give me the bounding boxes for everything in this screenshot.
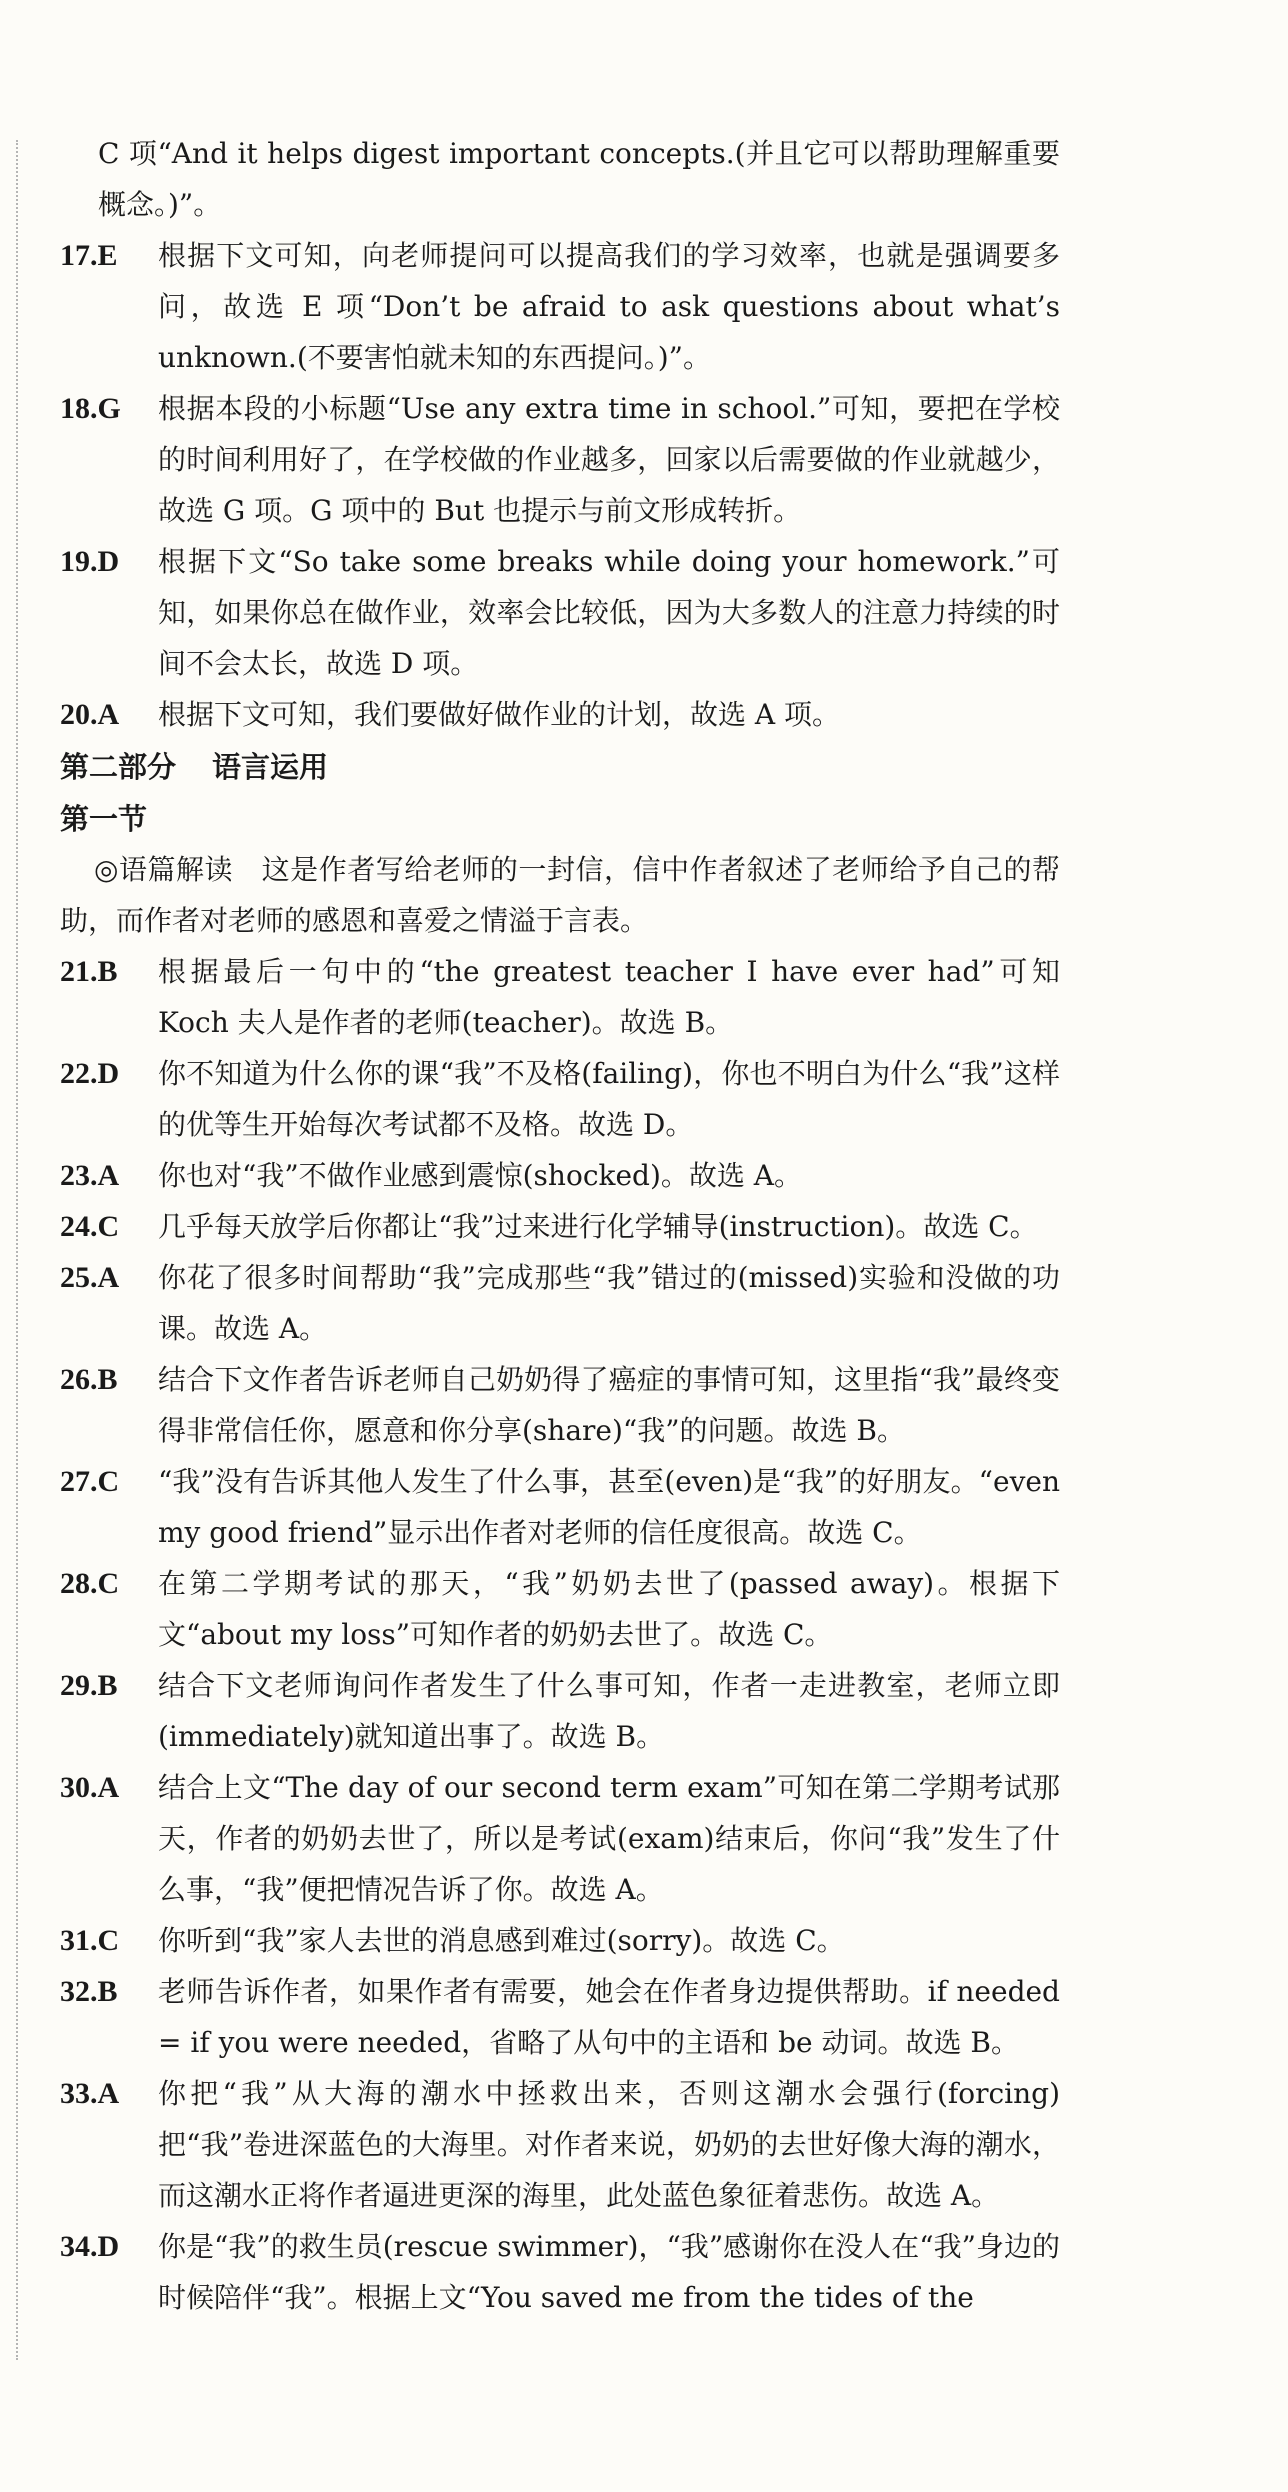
answer-number: 27.C [60,1465,120,1498]
answer-number: 33.A [60,2077,120,2110]
answer-explanation: 你也对“我”不做作业感到震惊(shocked)。故选 A。 [158,1159,803,1192]
answer-explanation: 你不知道为什么你的课“我”不及格(failing)，你也不明白为什么“我”这样的优等生开始每次考试都不及格。故选 D。 [158,1057,1060,1141]
answer-explanation: 结合下文作者告诉老师自己奶奶得了癌症的事情可知，这里指“我”最终变得非常信任你，愿意和你分享(share)“我”的问题。故选 B。 [158,1363,1060,1447]
answer-number: 25.A [60,1261,120,1294]
passage-intro: ◎语篇解读 这是作者写给老师的一封信，信中作者叙述了老师给予自己的帮助，而作者对老师的感恩和喜爱之情溢于言表。 [60,853,1060,937]
section-heading [60,742,1060,792]
answer-number: 31.C [60,1924,120,1957]
answer-explanation: 根据下文“So take some breaks while doing your homework.”可知，如果你总在做作业，效率会比较低，因为大多数人的注意力持续的时间不会太长，故选 D 项。 [158,545,1060,680]
answer-number: 22.D [60,1057,120,1090]
answer-explanation: “我”没有告诉其他人发生了什么事，甚至(even)是“我”的好朋友。“even my good friend”显示出作者对老师的信任度很高。故选 C。 [158,1465,1060,1549]
answer-number: 23.A [60,1159,120,1192]
answer-item [60,1456,1060,1558]
answer-number: 34.D [60,2230,120,2263]
section-part: 第二部分 [60,750,177,784]
answer-item [60,1354,1060,1456]
answer-explanation: 在第二学期考试的那天，“我”奶奶去世了(passed away)。根据下文“about my loss”可知作者的奶奶去世了。故选 C。 [158,1567,1060,1651]
answer-item [60,1660,1060,1762]
answers-part-two [60,946,1060,2323]
answer-explanation: 几乎每天放学后你都让“我”过来进行化学辅导(instruction)。故选 C。 [158,1210,1038,1243]
answer-number: 32.B [60,1975,118,2008]
answer-explanation: 结合下文老师询问作者发生了什么事可知，作者一走进教室，老师立即(immediately)就知道出事了。故选 B。 [158,1669,1060,1753]
answer-item [60,1966,1060,2068]
answer-explanation: 你把“我”从大海的潮水中拯救出来，否则这潮水会强行(forcing)把“我”卷进深蓝色的大海里。对作者来说，奶奶的去世好像大海的潮水，而这潮水正将作者逼进更深的海里，此处蓝色象征着悲伤。故选 A。 [158,2077,1060,2212]
section-subheading: 第一节 [60,802,148,836]
answer-item [60,2068,1060,2221]
answer-number: 29.B [60,1669,118,1702]
answer-content [60,128,1060,2323]
answer-explanation: 你花了很多时间帮助“我”完成那些“我”错过的(missed)实验和没做的功课。故选 A。 [158,1261,1060,1345]
answer-explanation: 你是“我”的救生员(rescue swimmer)，“我”感谢你在没人在“我”身边的时候陪伴“我”。根据上文“You saved me from the tides of the [158,2230,1060,2314]
answer-number: 24.C [60,1210,120,1243]
answer-explanation: 根据下文可知，向老师提问可以提高我们的学习效率，也就是强调要多问，故选 E 项“Don’t be afraid to ask questions about what’s unknown.(不要害怕就未知的东西提问。)”。 [158,239,1060,374]
answer-explanation: 老师告诉作者，如果作者有需要，她会在作者身边提供帮助。if needed = if you were needed，省略了从句中的主语和 be 动词。故选 B。 [158,1975,1060,2059]
answer-number: 19.D [60,545,120,578]
answer-number: 26.B [60,1363,118,1396]
answer-explanation: 结合上文“The day of our second term exam”可知在第二学期考试那天，作者的奶奶去世了，所以是考试(exam)结束后，你问“我”发生了什么事，“我”便把情况告诉了你。故选 A。 [158,1771,1060,1906]
answer-explanation: 根据下文可知，我们要做好做作业的计划，故选 A 项。 [158,698,841,731]
answer-item [60,946,1060,1048]
answer-number: 20.A [60,698,120,731]
answer-item [60,1252,1060,1354]
fragment-text: C 项“And it helps digest important concepts.(并且它可以帮助理解重要概念。)”。 [98,137,1060,221]
answer-number: 21.B [60,955,118,988]
section-title: 语言运用 [212,750,329,784]
answer-item [60,230,1060,383]
fragment-top [60,128,1060,230]
answer-number: 17.E [60,239,118,272]
answer-item [60,536,1060,689]
answer-item [60,1048,1060,1150]
answer-explanation: 根据本段的小标题“Use any extra time in school.”可知，要把在学校的时间利用好了，在学校做的作业越多，回家以后需要做的作业就越少，故选 G 项。G 项中的 But 也提示与前文形成转折。 [158,392,1060,527]
answer-item [60,2221,1060,2323]
answer-number: 28.C [60,1567,120,1600]
binding-margin-rule [16,140,18,2360]
answer-number: 30.A [60,1771,120,1804]
answer-item [60,1201,1060,1252]
answer-number: 18.G [60,392,121,425]
answer-item [60,1915,1060,1966]
answers-part-one [60,230,1060,740]
answer-item [60,383,1060,536]
answer-item [60,1762,1060,1915]
answer-item [60,689,1060,740]
answer-explanation: 根据最后一句中的“the greatest teacher I have ever had”可知 Koch 夫人是作者的老师(teacher)。故选 B。 [158,955,1060,1039]
answer-item [60,1558,1060,1660]
answer-item [60,1150,1060,1201]
answer-explanation: 你听到“我”家人去世的消息感到难过(sorry)。故选 C。 [158,1924,845,1957]
